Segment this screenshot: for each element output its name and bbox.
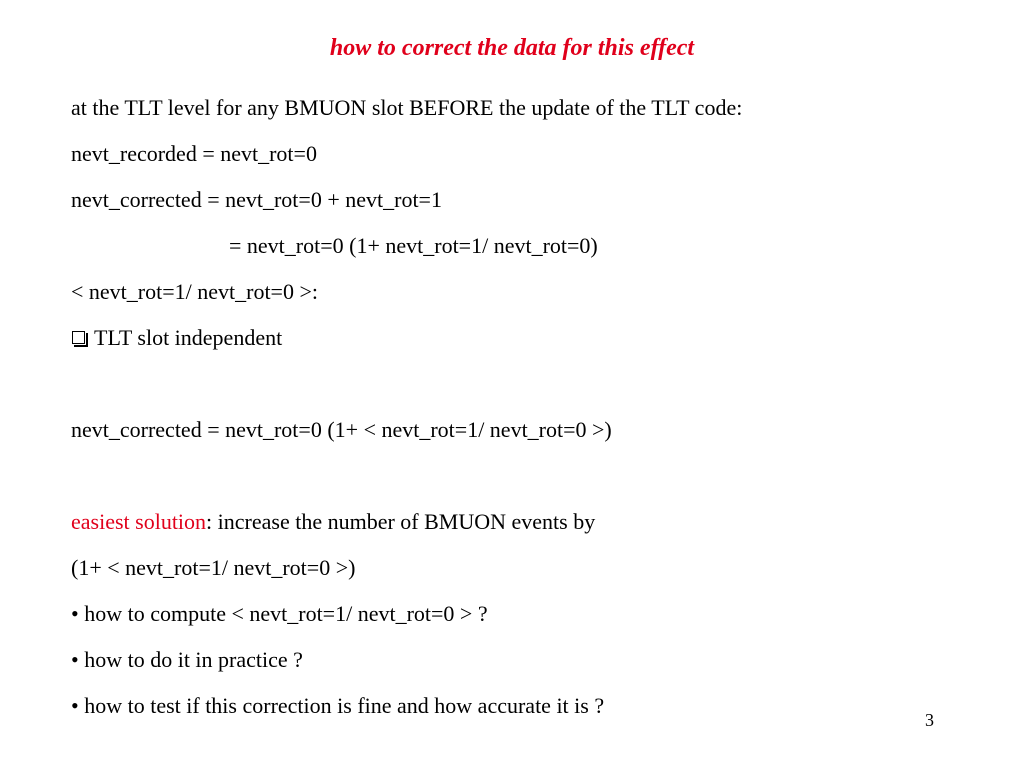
checkbox-icon [72,331,85,344]
checkbox-item-label: TLT slot independent [94,325,283,350]
equation-corrected: nevt_corrected = nevt_rot=0 + nevt_rot=1 [71,187,442,212]
page-number: 3 [925,710,934,730]
solution-factor: (1+ < nevt_rot=1/ nevt_rot=0 >) [71,555,356,580]
equation-corrected-average: nevt_corrected = nevt_rot=0 (1+ < nevt_rot=1/ nevt_rot=0 >) [71,417,612,442]
solution-line [71,508,595,536]
bullet-compute: • how to compute < nevt_rot=1/ nevt_rot=0 > ? [71,601,488,626]
intro-line: at the TLT level for any BMUON slot BEFORE the update of the TLT code: [71,95,743,120]
equation-recorded: nevt_recorded = nevt_rot=0 [71,141,317,166]
solution-highlight: easiest solution [71,509,207,534]
checkbox-item [71,324,282,352]
solution-text: : increase the number of BMUON events by [206,509,596,534]
bullet-test: • how to test if this correction is fine and how accurate it is ? [71,693,605,718]
equation-corrected-expanded: = nevt_rot=0 (1+ nevt_rot=1/ nevt_rot=0) [229,233,598,258]
ratio-definition: < nevt_rot=1/ nevt_rot=0 >: [71,279,318,304]
bullet-practice: • how to do it in practice ? [71,647,303,672]
slide-title: how to correct the data for this effect [329,35,695,61]
